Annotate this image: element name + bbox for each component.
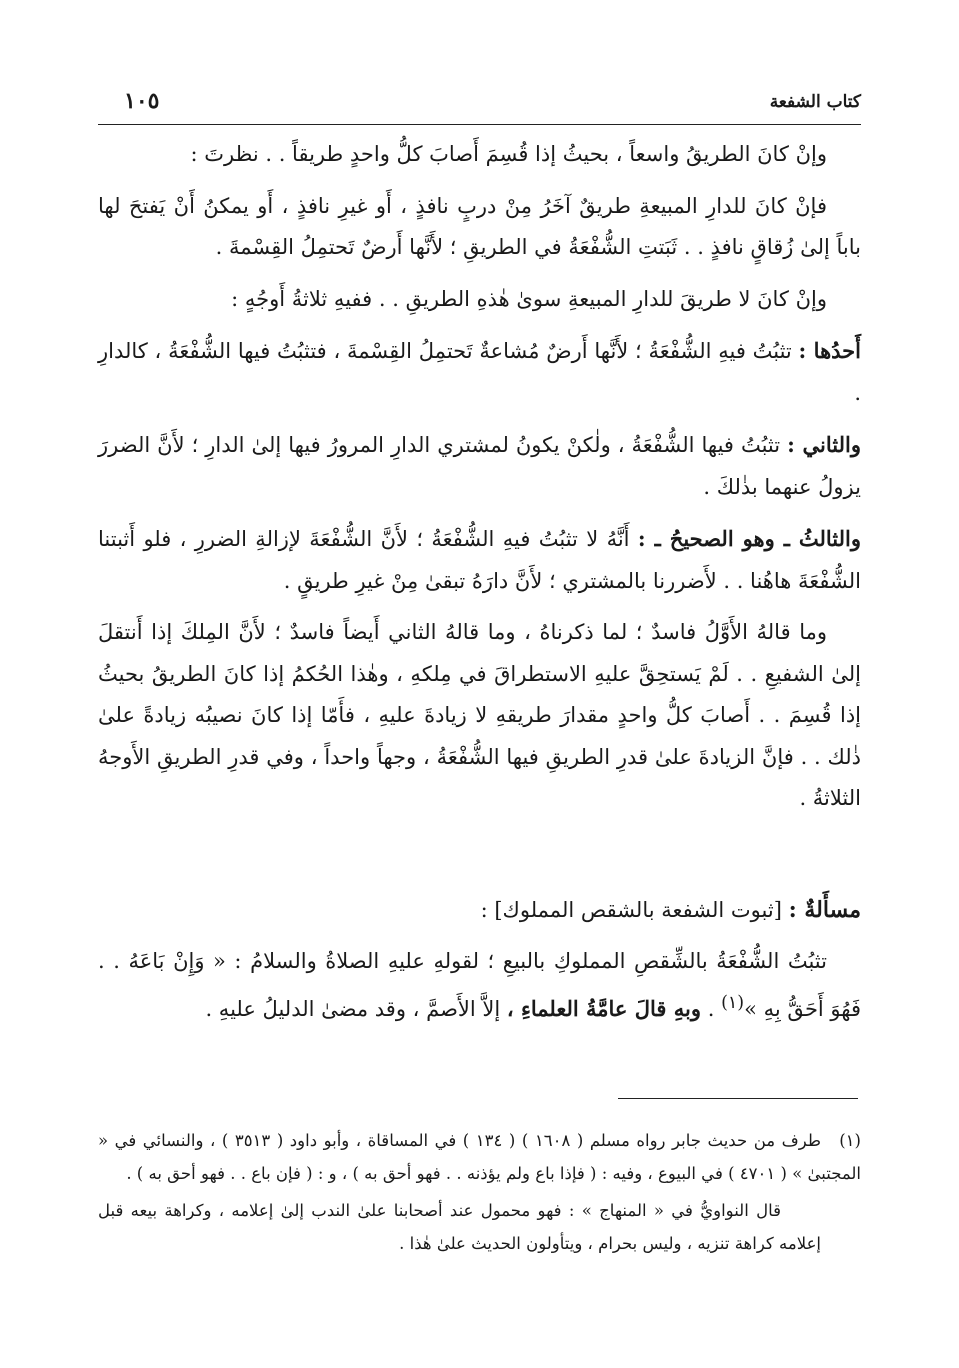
separator: . [701, 996, 722, 1021]
footnote-separator [618, 1098, 858, 1099]
footnotes [98, 1124, 861, 1260]
second-opinion-label: والثاني : [787, 432, 861, 457]
paragraph-5 [98, 424, 861, 508]
first-opinion-text: تثبُتُ فيهِ الشُّفْعَةُ ؛ لأَنَّها أَرضٌ مُشاعةٌ تَحتمِلُ القِسْمةَ ، فتثبُتُ فيها الشُّفْعَةُ ، كالدارِ . [98, 339, 861, 405]
paragraph-2: فإنْ كانَ للدارِ المبيعةِ طريقٌ آخَرُ مِنْ دربٍ نافذٍ ، أَو غيرِ نافذٍ ، أَو يمكنُ أَنْ يَفتحَ لها باباً إلىٰ زُقاقٍ نافذٍ . . ثَبَتتِ الشُّفْعَةُ في الطريقِ ؛ لأَنَّها أَرضٌ تَحتمِلُ القِسْمةَ . [98, 193, 861, 259]
page-number: ١٠٥ [124, 88, 160, 114]
main-text [98, 134, 861, 1040]
footnote-ref: (١) [721, 992, 745, 1013]
second-opinion-text: تثبُتُ فيها الشُّفْعَةُ ، ولٰكنْ يكونُ لمشتري الدارِ المرورُ فيها إلىٰ الدارِ ؛ لأَنَّ الضررَ يزولُ عنهما بذٰلكَ . [98, 433, 861, 499]
first-opinion-label: أَحدُها : [798, 338, 861, 363]
paragraph-3: وإنْ كانَ لا طريقَ للدارِ المبيعةِ سوىٰ هٰذهِ الطريقِ . . ففيهِ ثلاثةُ أَوجُهٍ : [231, 286, 827, 311]
section-gap [98, 830, 861, 890]
third-opinion-text: أَنَّهُ لا تثبُتُ فيهِ الشُّفْعَةُ ؛ لأَنَّ الشُّفْعَةَ لإزالةِ الضررِ ، فلو أَثبتنا الشُّفْعَةَ هاهُنا . . لأَضررنا بالمشتري ؛ لأَنَّ دارَهُ تبقىٰ مِنْ غيرِ طريقٍ . [98, 527, 861, 593]
issue-heading [98, 890, 861, 932]
footnote-1-text: طرف من حديث جابر رواه مسلم ( ١٦٠٨ ) ( ١٣٤ ) في المساقاة ، وأبو داود ( ٣٥١٣ ) ، والنسائي في « المجتبىٰ » ( ٤٧٠١ ) في البيوع ، وفيه : ( فإذا باع ولم يؤذنه . . فهو أحق به ) ، و : ( فإن باع . . فهو أحق به ) . [98, 1131, 861, 1183]
footnote-1-comment: قال النواويُّ في « المنهاج » : فهو محمول عند أصحابنا علىٰ الندب إلىٰ إعلامه ، وكراهة بيعه قبل إعلامه كراهة تنزيه ، وليس بحرام ، ويتأولون الحديث علىٰ هٰذا . [98, 1201, 821, 1253]
paragraph-6 [98, 518, 861, 602]
hadith-text: تثبُتُ الشُّفْعَةُ بالشِّقصِ المملوكِ بالبيعِ ؛ لقولهِ عليهِ الصلاةُ والسلامُ : « وَإِنْ بَاعَهُ . . فَهُوَ أَحَقُّ بِهِ » [98, 949, 861, 1021]
footnote-number: (١) [839, 1131, 861, 1150]
paragraph-4 [98, 330, 861, 414]
majority-statement: وبهِ قالَ عامَّةُ العلماءِ ، [506, 995, 702, 1021]
paragraph-1: وإنْ كانَ الطريقُ واسعاً ، بحيثُ إذا قُسِمَ أَصابَ كلُّ واحدٍ طريقاً . . نظرتَ : [190, 142, 827, 166]
footnote-1 [98, 1124, 861, 1190]
issue-label: مسأَلةٌ : [788, 896, 861, 923]
third-opinion-label: والثالثُ ـ وهو الصحيحُ ـ : [637, 526, 861, 551]
paragraph-8 [98, 941, 861, 1030]
running-header [98, 88, 861, 125]
paragraph-7: وما قالهُ الأَوَّلُ فاسدٌ ؛ لما ذكرناهُ ، وما قالهُ الثاني أَيضاً فاسدٌ ؛ لأَنَّ المِلكَ إذا أَنتقلَ إلىٰ الشفيعِ . . لَمْ يَستحِقَّ عليهِ الاستطراقَ في مِلكهِ ، وهٰذا الحُكمُ إذا كانَ الطريقُ بحيثُ إذا قُسِمَ . . أَصابَ كلُّ واحدٍ مقدارَ طريقهِ لا زيادةَ عليهِ ، فأَمّا إذا كانَ نصيبُه زيادةً علىٰ ذٰلك . . فإنَّ الزيادةَ علىٰ قدرِ الطريقِ فيها الشُّفْعَةُ ، وجهاً واحداً ، وفي قدرِ الطريقِ الأَوجهُ الثلاثةُ . [98, 620, 861, 810]
issue-title: [ثبوت الشفعة بالشقص المملوك] : [480, 897, 782, 922]
chapter-title: كتاب الشفعة [769, 92, 861, 112]
exception-text: إلاَّ الأَصمَّ ، وقد مضىٰ الدليلُ عليهِ . [205, 996, 507, 1021]
